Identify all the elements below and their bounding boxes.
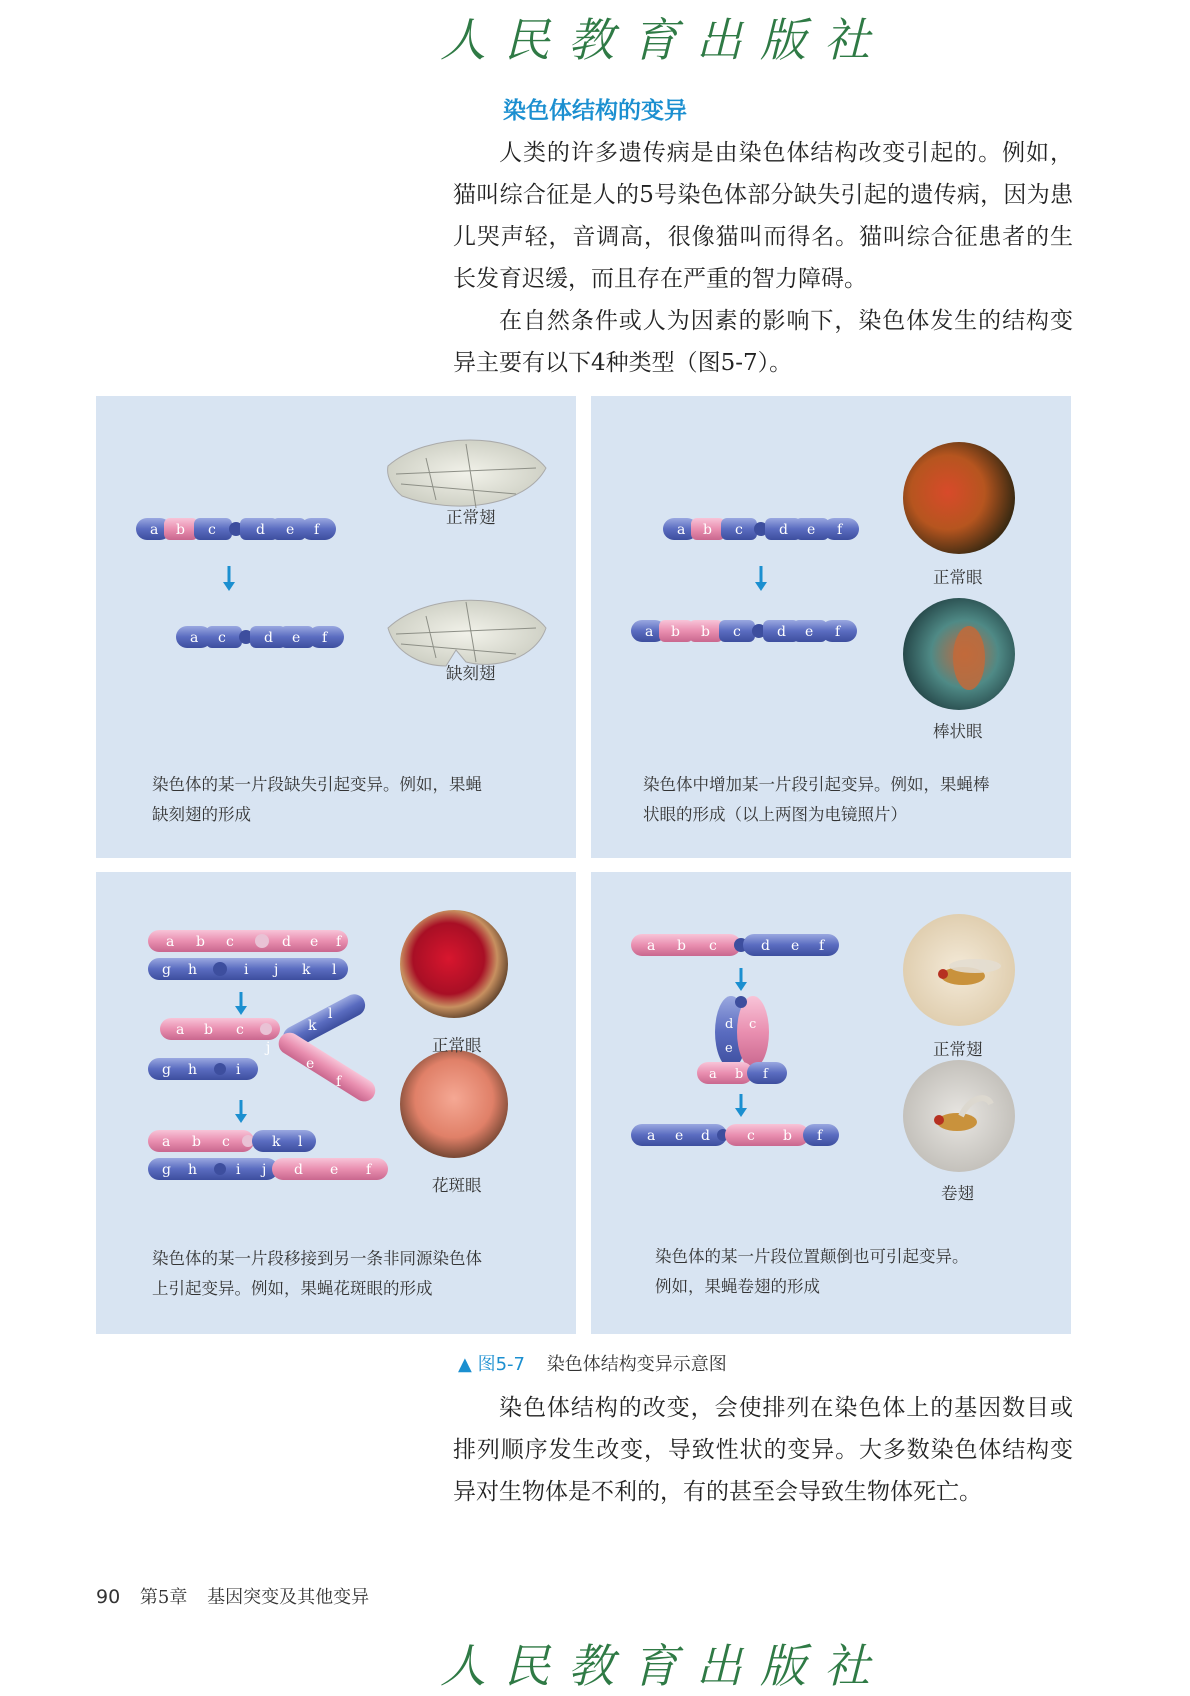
chromosome-pink-1 [148, 930, 348, 952]
chromosome-normal [663, 518, 859, 540]
svg-text:j: j [274, 962, 279, 978]
label-normal-wing: 正常翅 [446, 508, 496, 527]
chromosome-translocated-1 [148, 1130, 316, 1152]
chromosome-blue-1 [148, 958, 348, 980]
figure-description: 染色体结构变异示意图 [546, 1354, 727, 1375]
svg-text:c: c [218, 630, 226, 646]
svg-text:c: c [709, 938, 717, 954]
caption-duplication [643, 770, 990, 830]
svg-text:a: a [645, 624, 654, 640]
chapter-title: 基因突变及其他变异 [207, 1587, 370, 1608]
svg-text:d: d [725, 1017, 734, 1032]
svg-text:f: f [817, 1128, 823, 1144]
svg-text:d: d [264, 630, 273, 646]
chromosome-normal [631, 934, 839, 956]
svg-text:e: e [286, 522, 295, 538]
svg-text:e: e [805, 624, 814, 640]
label-notched-wing: 缺刻翅 [446, 664, 496, 683]
svg-text:c: c [208, 522, 216, 538]
figure-caption [458, 1350, 727, 1376]
svg-text:a: a [190, 630, 199, 646]
svg-text:a: a [150, 522, 159, 538]
svg-text:k: k [302, 962, 311, 978]
svg-text:f: f [763, 1067, 768, 1082]
svg-text:e: e [725, 1041, 733, 1056]
svg-text:h: h [188, 962, 198, 978]
svg-text:e: e [791, 938, 800, 954]
svg-text:i: i [244, 962, 249, 978]
svg-text:k: k [308, 1018, 317, 1034]
paragraph-1 [453, 132, 1073, 300]
svg-text:a: a [677, 522, 686, 538]
figure-label: 图5-7 [477, 1354, 525, 1375]
svg-text:d: d [779, 522, 788, 538]
svg-text:b: b [677, 938, 686, 954]
paragraph-1-text: 人类的许多遗传病是由染色体结构改变引起的。例如，猫叫综合征是人的5号染色体部分缺失引起的遗传病，因为患儿哭声轻，音调高，很像猫叫而得名。猫叫综合征患者的生长发育迟缓，而且存在严重的智力障碍。 [453, 140, 1073, 292]
svg-text:e: e [330, 1162, 339, 1178]
panel-inversion [591, 872, 1071, 1334]
label-mottled-eye: 花斑眼 [432, 1176, 482, 1195]
svg-text:l: l [332, 962, 337, 978]
svg-text:g: g [162, 1162, 171, 1178]
caption-duplication-line1: 染色体中增加某一片段引起变异。例如，果蝇棒 [643, 775, 990, 794]
paragraph-2 [453, 300, 1073, 384]
svg-text:f: f [835, 624, 841, 640]
svg-text:b: b [783, 1128, 792, 1144]
svg-text:k: k [272, 1134, 281, 1150]
normal-eye-photo [903, 442, 1015, 554]
page-number: 90 [96, 1586, 121, 1608]
caption-inversion-line2: 例如，果蝇卷翅的形成 [655, 1277, 820, 1296]
svg-text:b: b [703, 522, 712, 538]
svg-text:c: c [749, 1017, 757, 1032]
svg-text:j: j [266, 1040, 271, 1056]
svg-text:f: f [366, 1162, 372, 1178]
svg-text:e: e [292, 630, 301, 646]
caption-translocation [152, 1244, 482, 1304]
panel-duplication [591, 396, 1071, 858]
svg-text:e: e [310, 934, 319, 950]
chromosome-duplication [631, 620, 857, 642]
label-normal-wing: 正常翅 [933, 1040, 983, 1059]
svg-text:f: f [322, 630, 328, 646]
caption-inversion [655, 1242, 969, 1302]
svg-text:c: c [733, 624, 741, 640]
panel-deletion [96, 396, 576, 858]
caption-translocation-line1: 染色体的某一片段移接到另一条非同源染色体 [152, 1249, 482, 1268]
svg-text:d: d [777, 624, 786, 640]
publisher-logo-bottom: 人民教育出版社 [440, 1639, 888, 1693]
svg-text:b: b [192, 1134, 201, 1150]
svg-text:l: l [298, 1134, 303, 1150]
svg-text:g: g [162, 1062, 171, 1078]
svg-text:f: f [819, 938, 825, 954]
paragraph-3 [453, 1387, 1073, 1513]
caption-translocation-line2: 上引起变异。例如，果蝇花斑眼的形成 [152, 1279, 433, 1298]
paragraph-3-text: 染色体结构的改变，会使排列在染色体上的基因数目或排列顺序发生改变，导致性状的变异。大多数染色体结构变异对生物体是不利的，有的甚至会导致生物体死亡。 [453, 1395, 1073, 1505]
svg-text:c: c [236, 1022, 244, 1038]
panel-translocation [96, 872, 576, 1334]
svg-text:d: d [761, 938, 770, 954]
svg-text:c: c [735, 522, 743, 538]
svg-text:i: i [236, 1162, 241, 1178]
svg-text:e: e [675, 1128, 684, 1144]
label-curly-wing: 卷翅 [941, 1184, 974, 1203]
svg-text:a: a [709, 1067, 717, 1082]
caption-duplication-line2: 状眼的形成（以上两图为电镜照片） [643, 805, 907, 824]
label-normal-eye: 正常眼 [933, 568, 983, 587]
caption-deletion-line1: 染色体的某一片段缺失引起变异。例如，果蝇 [152, 775, 482, 794]
svg-text:d: d [701, 1128, 710, 1144]
svg-text:a: a [166, 934, 175, 950]
svg-text:j: j [262, 1162, 267, 1178]
page-footer [96, 1583, 369, 1609]
svg-text:l: l [328, 1006, 333, 1022]
svg-text:a: a [647, 1128, 656, 1144]
caption-inversion-line1: 染色体的某一片段位置颠倒也可引起变异。 [655, 1247, 969, 1266]
svg-text:c: c [747, 1128, 755, 1144]
paragraph-2-text: 在自然条件或人为因素的影响下，染色体发生的结构变异主要有以下4种类型（图5-7）。 [453, 308, 1073, 376]
svg-text:f: f [336, 1074, 342, 1090]
section-title: 染色体结构的变异 [503, 98, 687, 124]
svg-text:b: b [735, 1067, 744, 1082]
chapter-number: 第5章 [139, 1587, 188, 1608]
svg-text:h: h [188, 1062, 198, 1078]
publisher-logo-top: 人民教育出版社 [440, 13, 888, 67]
svg-text:f: f [837, 522, 843, 538]
svg-text:b: b [176, 522, 185, 538]
svg-text:e: e [807, 522, 816, 538]
normal-red-eye-photo [400, 910, 508, 1018]
svg-text:g: g [162, 962, 171, 978]
svg-text:e: e [306, 1056, 315, 1072]
triangle-icon: ▲ [458, 1354, 472, 1375]
chromosome-loop [697, 996, 787, 1084]
label-normal-eye: 正常眼 [432, 1036, 482, 1055]
svg-text:b: b [204, 1022, 213, 1038]
chromosome-deletion [176, 626, 344, 648]
svg-text:c: c [226, 934, 234, 950]
label-bar-eye: 棒状眼 [933, 722, 983, 741]
chromosome-translocated-2 [148, 1158, 388, 1180]
svg-text:h: h [188, 1162, 198, 1178]
svg-text:d: d [294, 1162, 303, 1178]
svg-text:b: b [671, 624, 680, 640]
chromosome-inverted [631, 1124, 839, 1146]
svg-text:b: b [701, 624, 710, 640]
caption-deletion-line2: 缺刻翅的形成 [152, 805, 251, 824]
mottled-eye-photo [400, 1050, 508, 1158]
svg-text:d: d [282, 934, 291, 950]
svg-text:a: a [162, 1134, 171, 1150]
svg-text:f: f [314, 522, 320, 538]
svg-text:c: c [222, 1134, 230, 1150]
svg-text:f: f [336, 934, 342, 950]
svg-text:i: i [236, 1062, 241, 1078]
caption-deletion [152, 770, 482, 830]
chromosome-crossing [148, 990, 379, 1105]
svg-text:a: a [176, 1022, 185, 1038]
svg-text:d: d [256, 522, 265, 538]
chromosome-normal [136, 518, 336, 540]
svg-text:b: b [196, 934, 205, 950]
svg-text:a: a [647, 938, 656, 954]
